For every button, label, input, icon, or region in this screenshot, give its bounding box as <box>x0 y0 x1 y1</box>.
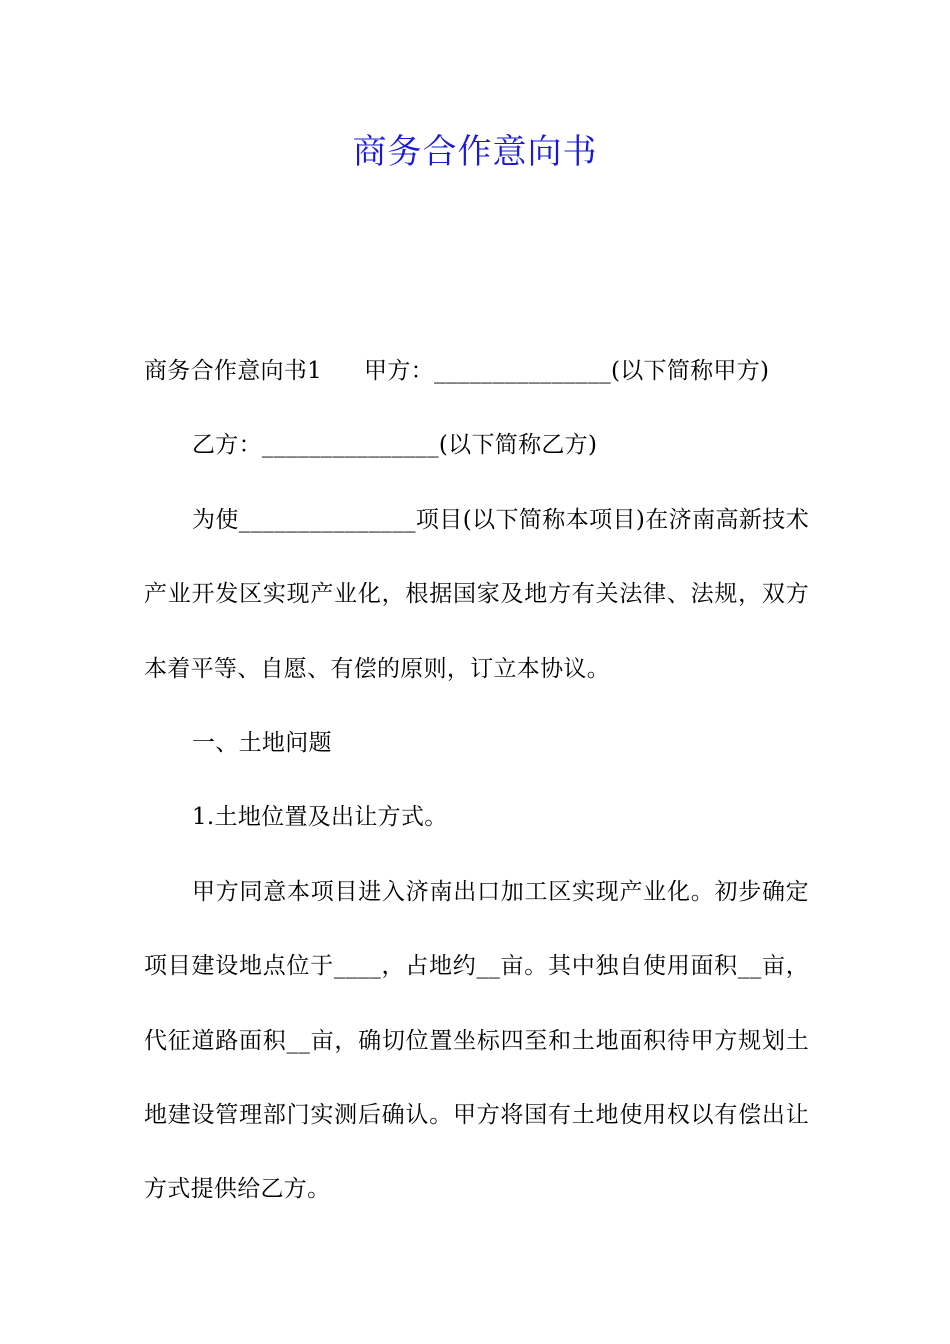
land-paragraph: 甲方同意本项目进入济南出口加工区实现产业化。初步确定项目建设地点位于____，占地约__亩。其中独自使用面积__亩，代征道路面积__亩，确切位置坐标四至和土地面积待甲方规划土地建设管理部门实测后确认。甲方将国有土地使用权以有偿出让方式提供给乙方。 <box>144 878 809 1203</box>
party-b-line: 乙方：_______________(以下简称乙方) <box>192 432 598 459</box>
document-body <box>144 334 809 1227</box>
intro-paragraph: 为使_______________项目(以下简称本项目)在济南高新技术产业开发区实现产业化，根据国家及地方有关法律、法规，双方本着平等、自愿、有偿的原则，订立本协议。 <box>144 506 809 682</box>
document-title: 商务合作意向书 <box>352 132 598 172</box>
subsection-heading-location: 1.土地位置及出让方式。 <box>192 804 448 831</box>
party-a-field: 甲方：_______________(以下简称甲方) <box>364 358 770 384</box>
section-heading-land: 一、土地问题 <box>192 730 332 757</box>
party-a-line <box>144 334 809 408</box>
doc-subtitle: 商务合作意向书1 <box>144 358 323 384</box>
